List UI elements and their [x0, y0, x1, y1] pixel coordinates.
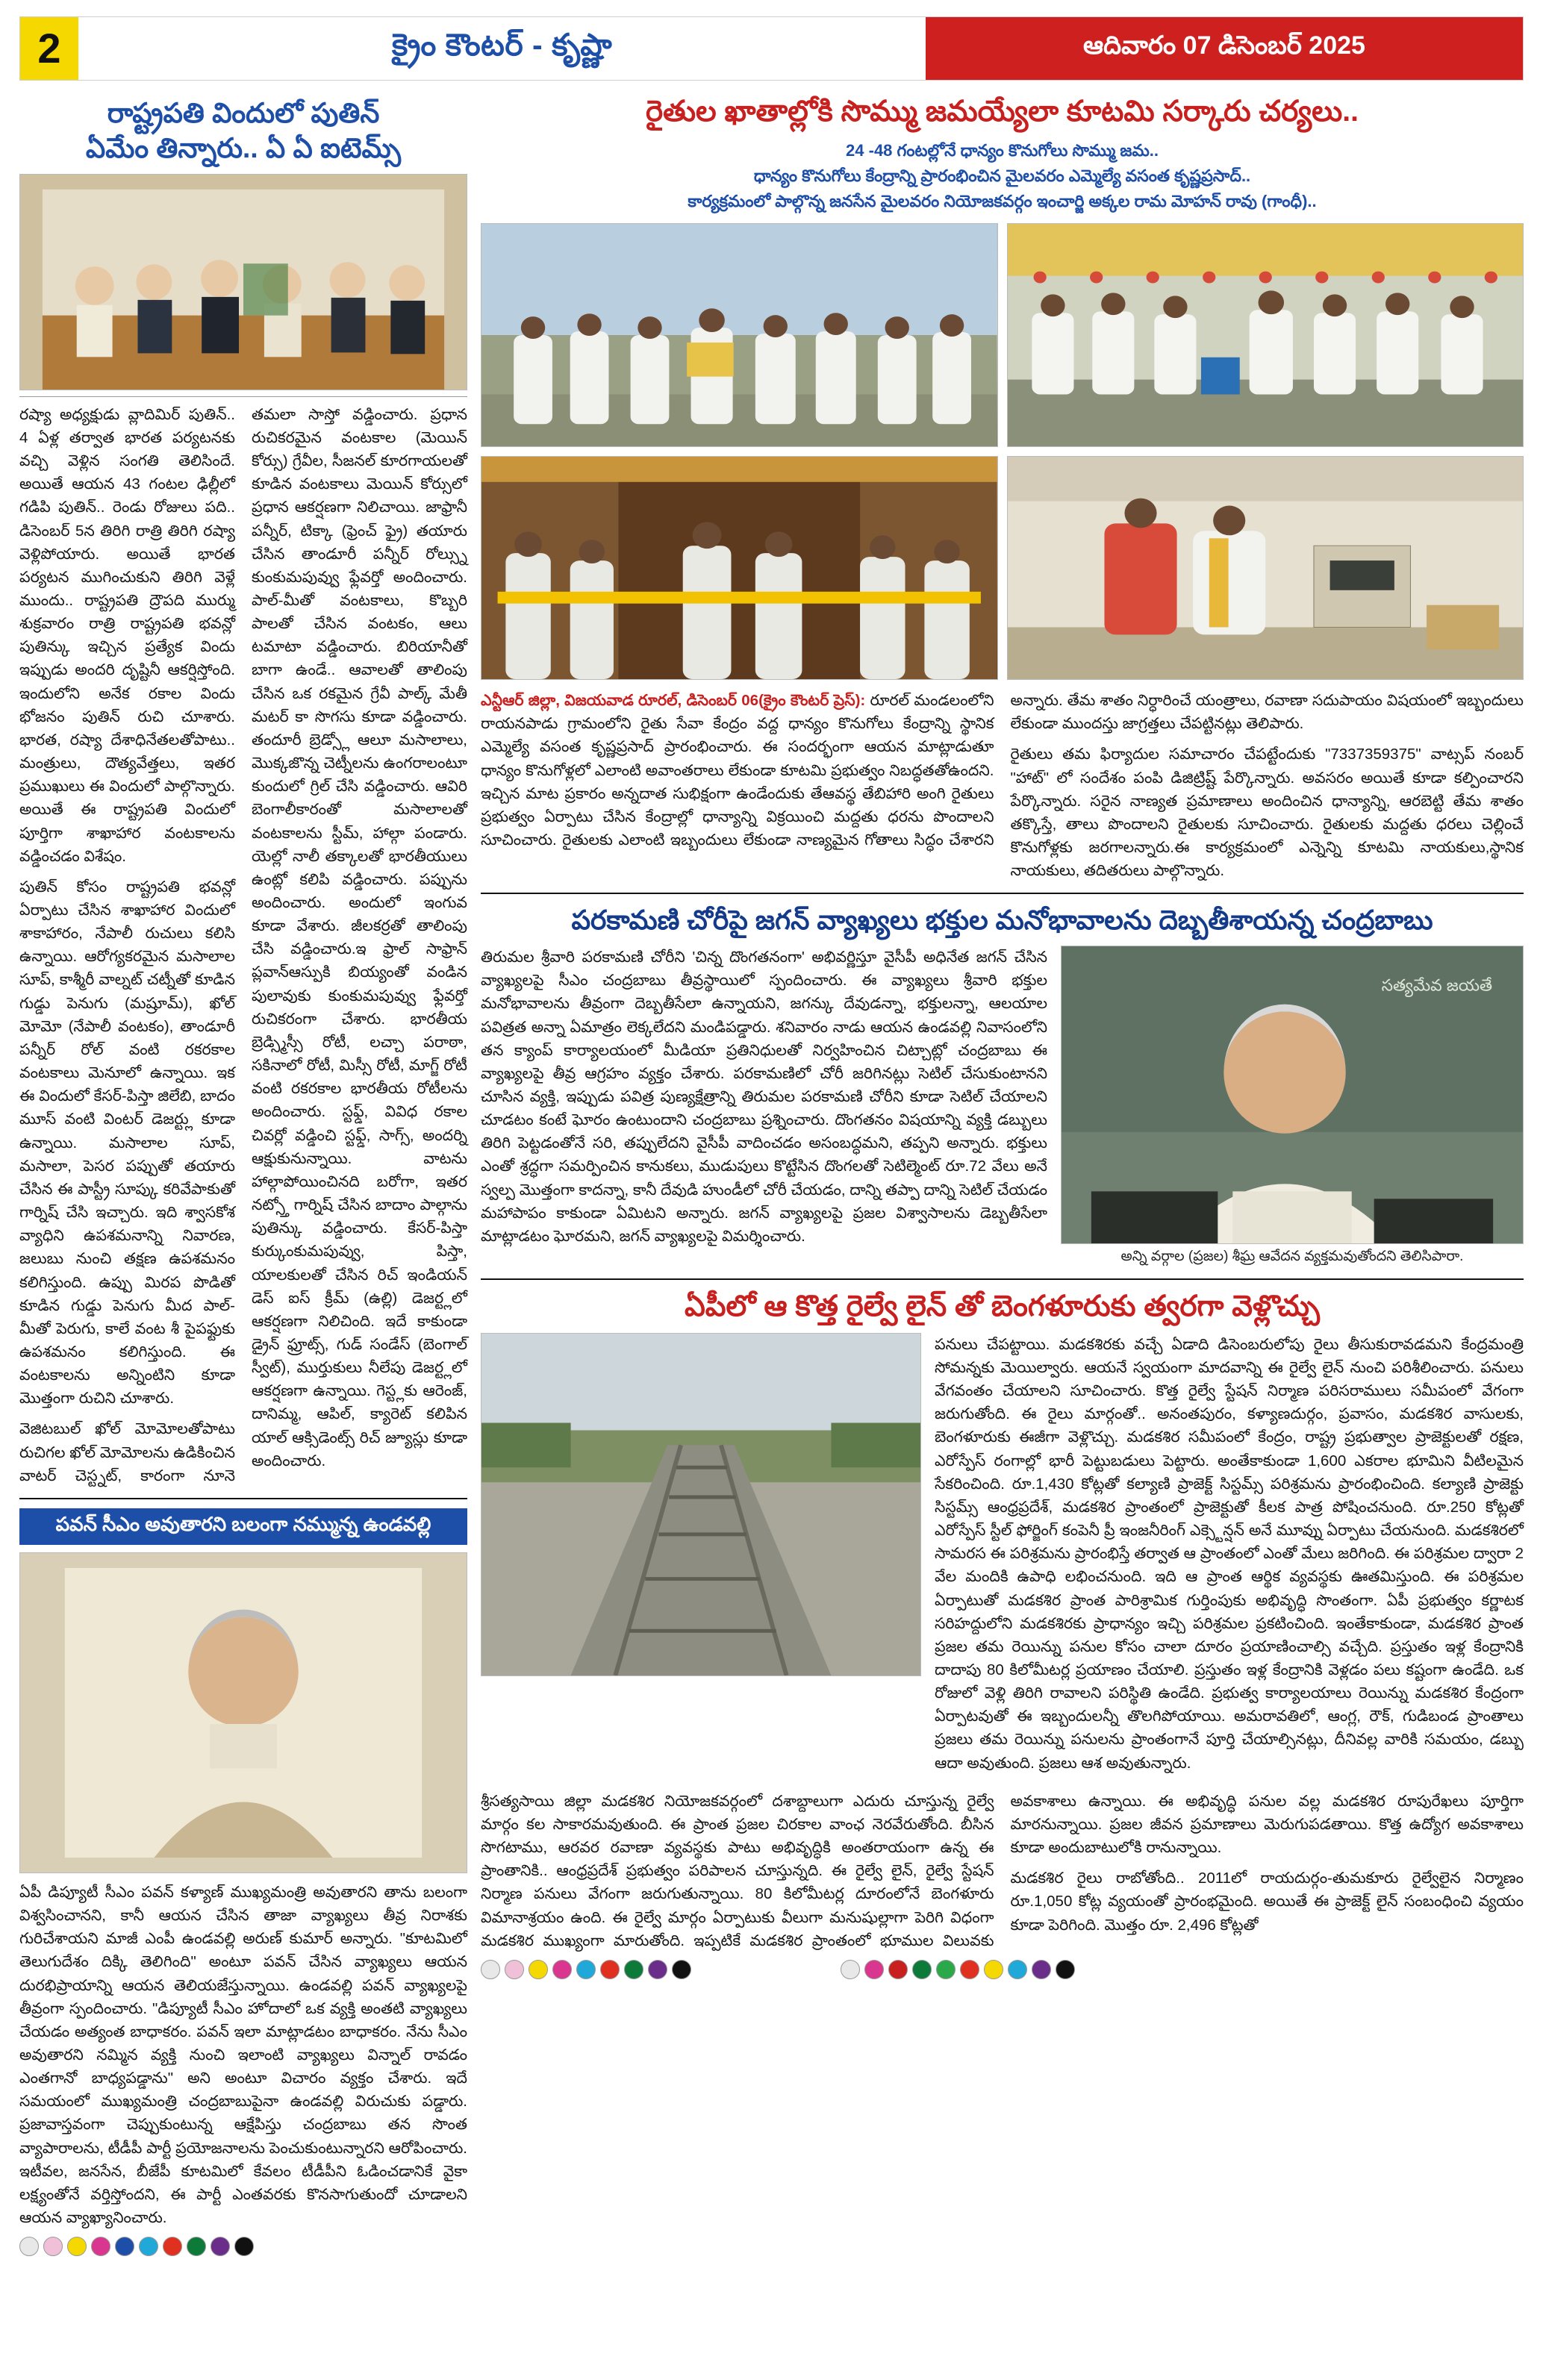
color-bar-left [19, 2237, 467, 2256]
undavalli-illustration [20, 1553, 467, 1873]
color-bars-right [481, 1952, 1524, 1979]
color-bar-right [841, 1960, 1075, 1979]
divider [19, 396, 467, 397]
rail-story-headline: ఏపీలో ఆ కొత్త రైల్వే లైన్ తో బెంగళూరుకు త్వరగా వెళ్లొచ్చు [684, 1290, 1320, 1323]
color-bar-middle [481, 1960, 691, 1979]
main-story-deck [481, 138, 1524, 214]
left-column [19, 91, 467, 2256]
main-story-photo-grid [481, 223, 1524, 680]
page-content [19, 91, 1524, 2256]
story1-body [19, 403, 467, 1487]
rail-photo-wrap [481, 1333, 921, 1782]
grain-center-crowd-photo [481, 223, 998, 447]
page-number: 2 [20, 17, 78, 80]
main-story-body [481, 689, 1524, 882]
story1-paragraph-1: పుతిన్ కోసం రాష్ట్రపతి భవన్లో ఏర్పాటు చేసిన శాఖాహార విందులో శాకాహారం, నేపాలీ రుచులు కలిసి ఉన్నాయి. ఆరోగ్యకరమైన మసాలాల సూప్, కాశ్మీరీ వాల్నట్ చట్నీతో కూడిన గుడ్డు పెనుగు (మష్రూమ్), ఖోల్ మోమో (నేపాలీ వంటకం), తాండూరీ పన్నీర్ రోల్ వంటి రకరకాల వంటకాలు మెనూలో ఉన్నాయి. ఇక ఈ విందులో కేసర్-పిస్తా జిలేబి, బాదం మూస్ వంటి వింటర్ డెజర్ట్లు కూడా ఉన్నాయి. మసాలాల సూప్, మసాలా, పెసర పప్పుతో తయారు చేసిన ఈ పాస్ట్రీ సూప్కు కరివేపాకుతో గార్నిష్ చేసి ఇచ్చారు. ఇది శ్వాసకోశ వ్యాధిని ఉపశమనాన్ని నివారణ, జలుబు నుంచి తక్షణ ఉపశమనం కలిగిస్తుంది. ఉప్పు మిరప పొడితో కూడిన గుడ్డు పెనుగు మీద పాల్-మీతో పెరుగు, కాలే వంట శీ పైపఫ్టుకు ఉపశమనం కలిగిస్తుంది. ఈ వంటకాలను అన్నింటిని కూడా మొత్తంగా రుచిని చూశారు. [19, 878, 235, 1408]
rail-story-paragraph-1: మడకశిర రైలు రాబోతోంది.. 2011లో రాయదుర్గం-తుమకూరు రైల్వేలైన నిర్మాణం రూ.1,050 కోట్ల వ్యయంతో ప్రారంభమైంది. అయితే ఈ ప్రాజెక్ట్ లైన్ సంబంధించి వ్యయం కూడా పెరిగింది. మొత్తం రూ. 2,496 కోట్లతో [1010, 1870, 1524, 1934]
deck-line-0: 24 -48 గంటల్లోనే ధాన్యం కొనుగోలు సొమ్ము జమ.. [846, 140, 1159, 160]
rail-story-body-lower [481, 1790, 1524, 1952]
publication-title: క్రైం కౌంటర్ - కృష్ణా [78, 17, 926, 80]
story1-paragraph-2: వెజిటబుల్ ఖోల్ మోమోలతోపాటు రుచిగల ఖోల్ మోమోలను ఉడికించిన వాటర్ చెస్ట్నట్, కారంగా నూనె తమలా సాస్తో వడ్డించారు. ప్రధాన రుచికరమైన వంటకాల (మెయిన్ కోర్సు) గ్రేవీల, సీజనల్ కూరగాయలతో కూడిన వంటకాలు మెయిన్ కోర్సులో ప్రధాన ఆకర్షణగా నిలిచాయి. జాఫ్రానీ పన్నీర్, టిక్కా (ఫ్రెంచ్ ఫ్రై) తయారు చేసిన తాండూరీ పన్నీర్ రోల్స్ను కుంకుమపువ్వు ఫ్లేవర్తో అందించారు. పాల్-మీతో వంటకాలు, కొబ్బరి పాలతో చేసిన వంటకం, ఆలు టమాటా వడ్డించారు. బిరియానీతో బాగా ఉండే.. ఆవాలతో తాలింపు చేసిన ఒక రకమైన గ్రేవీ పాల్క్ మేతీ మటర్ కా సొగసు కూడా వడ్డించారు. తందూరీ బ్రెడ్స్లో ఆలూ మసాలాలు, మొక్కజొన్న చెట్నీలను ఉంగరాలంటూ కుందులో గ్రిల్ చేసి వడ్డించారు. ఆవిరి బెంగాలీకారంతో మసాలాలతో వంటకాలను స్టీమ్, హాల్గా పండారు. యెల్లో నాలీ తక్కాలతో భారతీయులు ఉంట్లో కలిపి వడ్డించారు. పప్పును అందించారు. అందులో ఇంగువ కూడా వేశారు. జీలకర్రతో తాలింపు చేసి వడ్డించారు.ఇ ఫ్రాల్ సాఫ్రాన్ ప్లవాన్ఆస్పుకి బియ్యంతో వండిన పులావుకు కుంకుమపువ్వు ఫ్లేవర్తో రుచికరంగా చేశారు. భారతీయ బ్రెడ్స్మిస్సీ రోటీ, లచ్చా పరాఠా, సకినాలో రోటీ, మిస్సీ రోటీ, మాగ్జ్ రోటీ వంటి రకరకాల భారతీయ రోటీలను అందించారు. స్టఫ్డ్, వివిధ రకాల చివర్లో వడ్డించి స్టఫ్డ్, సాగ్స్, అందర్ని ఆక్షుకునున్నాయి. వాటను హాల్గాపోయించినది బరోగా, ఇతర నట్స్తో గార్నిష్ చేసిన బాదాం పాల్గాను పుతిన్కు వడ్డించారు. కేసర్-పిస్తా కుర్కుంకుమపువ్వు, పిస్తా, యాలకులతో చేసిన రిచ్ ఇండియన్ డెస్ ఐస్ క్రీమ్ (ఉల్లి) డెజర్ట్లలో ఆకర్షణగా నిలిచింది. ఇదే కాకుండా డ్రైన్ ఫ్రూట్స్, గుడ్ సండేస్ (బెంగాల్ స్వీట్), ముర్తుకులు నీలేపు డెజర్ట్లలో ఆకర్షణగా ఉన్నాయి. గెస్ట్లకు ఆరెంజ్, దానిమ్మ, ఆపిల్, క్యారెట్ కలిపిన యాల్ ఆక్సిడెంట్స్ రిచ్ జ్యూస్లు కూడా అందించారు. [19, 405, 467, 1484]
undavalli-portrait-photo [19, 1552, 467, 1873]
story2-paragraph-0: ఏపీ డిప్యూటీ సీఎం పవన్ కళ్యాణ్ ముఖ్యమంత్రి అవుతారని తాను బలంగా విశ్వసించానని, కానీ ఆయన చేసిన తాజా వ్యాఖ్యలు తీవ్ర నిరాశకు గురిచేశాయని మాజీ ఎంపీ ఉండవల్లి అరుణ్ కుమార్ అన్నారు. "కూటమిలో తెలుగుదేశం దిక్కి తెలిగింది" అంటూ పవన్ చేసిన వ్యాఖ్యలు ఆయన దురభిప్రాయాన్ని ఆయన తెలియజేస్తున్నాయి. ఉండవల్లి పవన్ వ్యాఖ్యలపై తీవ్రంగా స్పందించారు. "డిప్యూటీ సీఎం హోదాలో ఒక వ్యక్తి అంతటి వ్యాఖ్యలు చేయడం అత్యంత బాధాకరం. పవన్ ఇలా మాట్లాడటం బాధాకరం. నేను సీఎం అవుతారని నమ్మిన వ్యక్తి నుంచి ఇలాంటి వ్యాఖ్యలు విన్నాల్ రావడం ఎంతగానో బాధ్యపడ్డాను" అని అంటూ విచారం వ్యక్తం చేశారు. ఇదే సమయంలో ముఖ్యమంత్రి చంద్రబాబుపైనా ఉండవల్లి విరుచుకు పడ్డారు. ప్రజావాస్తవంగా చెప్పుకుంటున్న ఆక్షేపిస్తు చంద్రబాబు తన సొంత వ్యాపారాలను, టీడీపీ పార్టీ ప్రయోజనాలను పెంచుకుంటున్నారని ఆరోపించారు. ఇటీవల, జనసేన, బీజేపీ కూటమిలో కేవలం టీడీపీని ఓడించడానికే వైకా లక్ష్యంతోనే వర్తిస్తోందని, ఈ పార్టీ ఎంతవరకు కొనసాగుతుందో చూడాలని ఆయన వ్యాఖ్యానించారు. [19, 1883, 467, 2227]
masthead [19, 16, 1524, 81]
cbn-story-headline: పరకామణి చోరీపై జగన్ వ్యాఖ్యలు భక్తుల మనోభావాలను దెబ్బతీశాయన్న చంద్రబాబు [571, 905, 1433, 936]
story1-headline-line1: రాష్ట్రపతి విందులో పుతిన్ [107, 98, 380, 128]
rail-story-paragraph-0: శ్రీసత్యసాయి జిల్లా మడకశిర నియోజకవర్గంలో దశాబ్దాలుగా ఎదురు చూస్తున్న రైల్వే మార్గం కల సాకారమవుతుంది. ఈ ప్రాంత ప్రజల చిరకాల వాంఛ నెరవేరుతోంది. బీసిన సొగటాము, ఆరవర రవాణా వ్యవస్థకు పాటు అభివృద్ధికి అంతరాయంగా ఉన్న ఈ ప్రాంతానికి.. ఆంధ్రప్రదేశ్ ప్రభుత్వం పరిపాలన చూస్తున్నది. ఈ రైల్వే లైన్, రైల్వే స్టేషన్ నిర్మాణ పనులు వేగంగా జరుగుతున్నాయి. 80 కిలోమీటర్ల దూరంలోనే బెంగళూరు విమానాశ్రయం ఉంది. ఈ రైల్వే మార్గం ఏర్పాటుకు వీలుగా మనుషుల్లాగా పెరిగి విధంగా మడకశిర ముఖ్యంగా మారుతోంది. ఇప్పటికే మడకశిర ప్రాంతంలో భూముల విలువకు అవకాశాలు ఉన్నాయి. ఈ అభివృద్ధి పనుల వల్ల మడకశిర రూపురేఖలు పూర్తిగా మారనున్నాయి. ప్రజల జీవన ప్రమాణాలు మెరుగుపడతాయి. కొత్త ఉద్యోగ అవకాశాలు కూడా అందుబాటులోకి రానున్నాయి. [481, 1792, 1524, 1949]
right-column [481, 91, 1524, 2256]
cbn-story-wrap [481, 946, 1524, 1268]
weighing-machine-photo [1007, 456, 1524, 680]
publication-date: ఆదివారం 07 డిసెంబర్ 2025 [926, 17, 1523, 80]
ribbon-cutting-photo [481, 456, 998, 680]
ribbon-illustration [481, 457, 997, 679]
story2-body [19, 1881, 467, 2229]
section-divider-3 [481, 1278, 1524, 1280]
rail-story-wrap [481, 1333, 1524, 1782]
cbn-photo-wrap [1061, 946, 1524, 1268]
deck-line-1: ధాన్యం కొనుగోలు కేంద్రాన్ని ప్రారంభించిన మైలవరం ఎమ్మెల్యే వసంత కృష్ణప్రసాద్.. [753, 166, 1251, 185]
rail-story-paragraph-2: పనులు చేపట్టాయి. మడకశిరకు వచ్చే ఏడాది డిసెంబరులోపు రైలు తీసుకురావడమని కేంద్రమంత్రి సోమన్నకు మెయిల్వారు. ఆయనే స్వయంగా మాదవాన్ని ఈ రైల్వే లైన్ నుంచి పరిశీలించారు. పనులు వేగవంతం చేయాలని సూచించారు. కొత్త రైల్వే స్టేషన్ నిర్మాణ పరిసరాములు సమీపంలో వేగంగా జరుగుతోంది. ఈ రైలు మార్గంతో.. అనంతపురం, కళ్యాణదుర్గం, ప్రవాసం, మడకశిర వాసులకు, బెంగళూరుకు ఈజీగా వెళ్లొచ్చు. మడకశిర సమీపంలో కేంద్రం, రాష్ట్ర ప్రభుత్వాల ప్రాజెక్టులతో రక్షణ, ఎరోస్పేస్ రంగాల్లో భారీ పెట్టుబడులు పెట్టారు. అంతేకాకుండా 1,600 ఎకరాల భూమిని వీటిలమైన సేకరించింది. రూ.1,430 కోట్లతో కల్యాణి ప్రాజెక్ట్ సిస్టమ్స్ పరిశ్రమను ప్రారంభించింది. కల్యాణి ప్రాజెక్టు సిస్టమ్స్ ఆంధ్రప్రదేశ్, మడకశిర ప్రాంతంలో ప్రాజెక్టుతో కీలక పాత్ర పోషించనుంది. రూ.250 కోట్లతో ఎరోస్పేస్ స్టీల్ ఫోర్జింగ్ కంపెనీ ప్రీ ఇంజనీరింగ్ ఎక్స్టెన్షన్ అనే మూవ్ను ఏర్పాటు చేయనుంది. మడకశిరలో సామరస ఈ పరిశ్రమను ప్రారంభిస్తే తర్వాత ఆ ప్రాంతంలో ఎంతో మేలు జరిగింది. ఈ పరిశ్రమల ద్వారా 2 వేల మందికి ఉపాధి లభించనుంది. ఇది ఆ ప్రాంత ఆర్థిక వ్యవస్థకు ఊతమిస్తుంది. ఈ పరిశ్రమల ఏర్పాటుతో మడకశిర ప్రాంత పారిశ్రామిక గుర్తింపుకు అభివృద్ధి సొంతంగా. ఏపీ ప్రభుత్వం కర్ణాటక సరిహద్దులోని మడకశిరకు ప్రాధాన్యం ఇచ్చి పరిశ్రమల ప్రకటించింది. ఇంతేకాకుండా, మడకశిర ప్రాంత ప్రజల తమ రెయిన్ను పనుల కోసం చాలా దూరం ప్రయాణించాల్సి వచ్చేది. ప్రస్తుతం ఇళ్ల కేంద్రానికి దాదాపు 80 కిలోమీటర్ల ప్రయాణం చేయాలి. ప్రస్తుతం ఇళ్ల కేంద్రానికి వెళ్లడం పలు కష్టంగా ఉండేది. ఒక రోజులో వెళ్లి తిరిగి రావాలని పరిస్థితి ఉండేది. ప్రభుత్వ కార్యాలయాలు రెయిన్ను మడకశిర కేంద్రంగా ఏర్పాటవుతో ఈ ఇబ్బందులన్నీ తొలగిపోయాయి. అమరావతిలో, ఆంగ్ల, రౌక్, గుడిబండ ప్రాంతాలు ప్రజలు తమ రెయిన్ను పనులను ప్రాంతంగానే పూర్తి చేయాల్సినట్లు, దీనివల్ల వారికి సమయం, డబ్బు ఆదా అవుతుంది. ప్రజలు ఆశ అవుతున్నారు. [935, 1335, 1524, 1772]
deck-line-2: కార్యక్రమంలో పాల్గొన్న జనసేన మైలవరం నియోజకవర్గం ఇంచార్జి అక్కల రామ మోహన్ రావు (గాంధీ).. [688, 191, 1317, 210]
cbn-photo-caption: అన్ని వర్గాల (ప్రజల) శీఘ్ర ఆవేదన వ్యక్తమవుతోందని తెలిసిపారా. [1120, 1249, 1464, 1265]
main-story-text-0: రూరల్ మండలంలోని రాయనపాడు గ్రామంలోని రైతు సేవా కేంద్రం వద్ద ధాన్యం కొనుగోలు కేంద్రాన్ని స్థానిక ఎమ్మెల్యే వసంత కృష్ణప్రసాద్ ప్రారంభించారు. ఈ సందర్భంగా ఆయన మాట్లాడుతూ ధాన్యం కొనుగోళ్లలో ఎలాంటి అవాంతరాలు లేకుండా కూటమి ప్రభుత్వం నిబద్ధతతోఉందని. ఇచ్చిన మాట ప్రకారం అన్నదాత సుభిక్షంగా ఉండేందుకు తేఆవస్థ తేబిహారి అంగి రైతులు ప్రభుత్వం ఏర్పాటు చేసిన కేంద్రాల్లో ధాన్యాన్ని విక్రయించి మద్దతు ధరను పొందాలని సూచించారు. రైతులకు ఎలాంటి ఇబ్బందులు లేకుండా నాణ్యమైన గోతాలు సిద్ధం చేశారని అన్నారు. తేమ శాతం నిర్ధారించే యంత్రాలు, రవాణా సదుపాయం విషయంలో ఇబ్బందులు లేకుండా ముందస్తు జాగ్రత్తలు చేపట్టినట్లు తెలిపారు. [481, 692, 1524, 849]
story1-paragraph-0: రష్యా అధ్యక్షుడు వ్లాదిమిర్ పుతిన్.. 4 ఏళ్ల తర్వాత భారత పర్యటనకు వచ్చి వెళ్లిన సంగతి తెలిసిందే. అయితే ఆయన 43 గంటల ఢిల్లీలో గడిపి పుతిన్.. రెండు రోజులు పది.. డిసెంబర్ 5న తిరిగి రాత్రి తిరిగి రష్యా వెళ్లిపోయారు. అయితే భారత పర్యటన ముగించుకుని తిరిగి వెళ్లే ముందు.. రాష్ట్రపతి ద్రౌపది ముర్ము శుక్రవారం రాత్రి రాష్ట్రపతి భవన్లో పుతిన్కు ఇచ్చిన ప్రత్యేక విందు ఇప్పుడు అందరి దృష్టినీ ఆకర్షిస్తోంది. ఇందులోని అనేక రకాల విందు భోజనం పుతిన్ రుచి చూశారు. భారత, రష్యా దేశాధినేతలతోపాటు.. మంత్రులు, దౌత్యవేత్తలు, ఇతర ప్రముఖులు ఈ విందులో పాల్గొన్నారు. అయితే ఈ రాష్ట్రపతి విందులో పూర్తిగా శాఖాహార వంటకాలను వడ్డించడం విశేషం. [19, 405, 235, 865]
tent-meeting-photo [1007, 223, 1524, 447]
cbn-story-paragraph-0: తిరుమల శ్రీవారి పరకామణి చోరీని 'చిన్న దొంగతనంగా' అభివర్ణిస్తూ వైసీపీ అధినేత జగన్ చేసిన వ్యాఖ్యలపై సీఎం చంద్రబాబు తీవ్రస్థాయిలో స్పందించారు. ఈ వ్యాఖ్యలు శ్రీవారి భక్తుల మనోభావాలను తీవ్రంగా దెబ్బతీసేలా ఉన్నాయని, జగన్కు దేవుడన్నా, భక్తులన్నా, ఆలయాల పవిత్రత అన్నా ఏమాత్రం లెక్కలేదని మండిపడ్డారు. శనివారం నాడు ఆయన ఉండవల్లి నివాసంలోని తన క్యాంప్ కార్యాలయంలో మీడియా ప్రతినిధులతో నిర్వహించిన చిట్చాట్లో చంద్రబాబు ఈ వ్యాఖ్యలపై తీవ్ర ఆగ్రహం వ్యక్తం చేశారు. పరకామణిలో చోరీ జరిగినట్లు సెటిల్ చేసుకుంటానని చూసిన వ్యక్తి, ఇప్పుడు పవిత్ర పుణ్యక్షేత్రాన్ని తిరుమల పరకామణి చోరీని కూడా సెటిల్ చేయాలని చూడటం కంటే ఘోరం ఉంటుందాని చంద్రబాబు ప్రశ్నించారు. దొంగతనం విషయాన్ని వ్యక్తి డబ్బులు తిరిగి పెట్టడంతోనే సరి, తప్పులేదని వైసీపీ వాదించడం అసంబద్ధమని, తప్పని అన్నారు. భక్తులు ఎంతో శ్రద్ధగా సమర్పించిన కానుకలు, ముడుపులు కొట్టేసిన దొంగలతో సెటిల్మెంట్ రూ.72 వేలు అనే స్వల్ప మొత్తంగా కాదన్నా, కానీ దేవుడి హుండీలో చోరీ చేయడం, దాన్ని తప్పా దాన్ని సెటిల్ చేయడం మహాపాపం కాకుండా ఏమిటని అన్నారు. జగన్ వ్యాఖ్యలపై ప్రజల విశ్వాసాలను డెబ్బతీసేలా మాట్లాడటం ఘోరమని, జగన్ వ్యాఖ్యలపై విమర్శించారు. [481, 949, 1047, 1245]
chandrababu-press-photo [1061, 946, 1524, 1244]
story1-headline-line2: ఏమేం తిన్నారు.. ఏ ఏ ఐటెమ్స్ [85, 133, 402, 164]
tent-illustration [1008, 224, 1524, 446]
cbn-story-body [481, 946, 1047, 1268]
story2-label: పవన్ సీఎం అవుతారని బలంగా నమ్మున్న ఉండవల్లి [19, 1508, 467, 1545]
story1-headline [19, 96, 467, 166]
railway-track-photo [481, 1333, 921, 1676]
rail-story-body [935, 1333, 1524, 1782]
main-story-paragraph-1: రైతులు తమ ఫిర్యాదుల సమాచారం చేపట్టేందుకు "7337359375" వాట్సప్ నంబర్ "హాట్" లో సందేశం పంపి డిజిట్రిష్ట్ పేర్కొన్నారు. అవసరం అయితే కూడా కల్పించారని పేర్కొన్నారు. సరైన నాణ్యత ప్రమాణాలు అందించిన ధాన్యాన్ని, ఆరబెట్టి తేమ శాతం తక్కొస్తే, తాలు పొందాలని రైతులకు సూచించారు. రైతులకు మద్దతు ధరలు చెల్లించే కొనుగోళ్లకు జరగాలన్నారు.ఈ కార్యక్రమంలో ఎన్నెన్ని కూటమి నాయకులు,స్థానిక నాయకులు, తదితరులు పాల్గొన్నారు. [1010, 746, 1524, 880]
main-story-headline: రైతుల ఖాతాల్లోకి సొమ్ము జమయ్యేలా కూటమి సర్కారు చర్యలు.. [646, 96, 1359, 128]
main-story-dateline: ఎన్టీఆర్ జిల్లా, విజయవాడ రూరల్, డిసెంబర్ 06(క్రైం కౌంటర్ ప్రెస్): [481, 692, 866, 710]
putin-dinner-photo [19, 174, 467, 390]
svg-text:సత్యమేవ జయతే: సత్యమేవ జయతే [1381, 975, 1493, 995]
section-divider-2 [481, 893, 1524, 894]
crowd-illustration [481, 224, 997, 446]
section-divider [19, 1498, 467, 1499]
putin-dinner-illustration [20, 175, 467, 390]
chandrababu-illustration [1062, 946, 1523, 1243]
weighing-illustration [1008, 457, 1524, 679]
railway-illustration [481, 1334, 920, 1675]
